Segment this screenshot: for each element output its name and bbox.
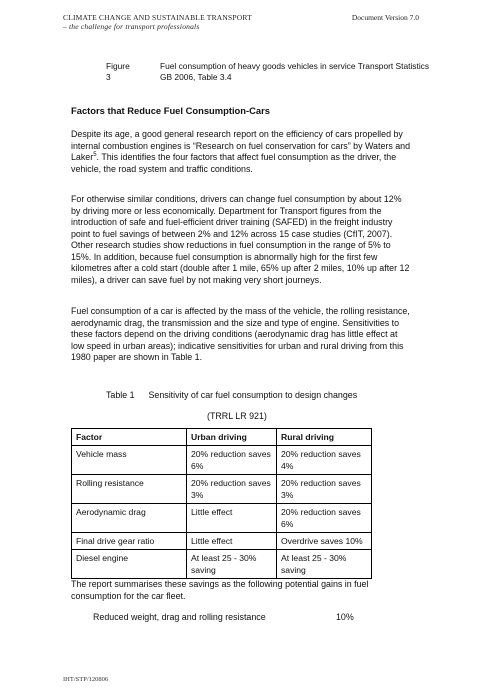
footer-code: IHT/STP/120806 <box>63 676 109 683</box>
paragraph-2: For otherwise similar conditions, drivers can change fuel consumption by about 12% by driving more or less economically. Department for Transport figures from the introduction of safe and fuel-efficient driver training (SAFED) in the freight industry point to fuel savings of between 2% and 12% across 15 case studies (CfIT, 2007). Other research studies show reductions in fuel consumption in the range of 5% to 15%. In addition, because fuel consumption is abnormally high for the first few kilometres after a cold start (double after 1 mile, 65% up after 2 miles, 10% up after 12 miles), a driver can save fuel by not making very short journeys. <box>71 194 410 285</box>
table-row <box>72 446 372 475</box>
paragraph-1 <box>71 129 411 175</box>
header-subtitle: – the challenge for transport professionals <box>63 22 200 31</box>
table-cell-rural: Overdrive saves 10% <box>277 533 372 550</box>
table-cell-urban: At least 25 - 30% saving <box>187 550 277 579</box>
figure-caption-text: Fuel consumption of heavy goods vehicles in service Transport Statistics GB 2006, Table 3.4 <box>160 61 430 82</box>
table-cell-rural: 20% reduction saves 4% <box>277 446 372 475</box>
table-header-row <box>72 429 372 446</box>
table-cell-urban: 20% reduction saves 3% <box>187 475 277 504</box>
table-cell-factor: Final drive gear ratio <box>72 533 187 550</box>
table-cell-factor: Rolling resistance <box>72 475 187 504</box>
figure-label: Figure 3 <box>106 61 130 82</box>
header-rural: Rural driving <box>277 429 372 446</box>
table-cell-urban: Little effect <box>187 504 277 533</box>
footnote-ref: 5 <box>93 152 97 159</box>
table-row <box>72 550 372 579</box>
gain-value: 10% <box>336 612 354 622</box>
summary-paragraph: The report summarises these savings as the following potential gains in fuel consumption for the car fleet. <box>71 579 369 601</box>
table-cell-factor: Aerodynamic drag <box>72 504 187 533</box>
table-cell-urban: 20% reduction saves 6% <box>187 446 277 475</box>
running-header <box>63 13 252 31</box>
table-cell-urban: Little effect <box>187 533 277 550</box>
paragraph-1-text-b: . This identifies the four factors that affect fuel consumption as the driver, the vehicle, the road system and traffic conditions. <box>71 152 397 174</box>
section-heading: Factors that Reduce Fuel Consumption-Cars <box>71 105 270 116</box>
sensitivity-table <box>71 428 372 579</box>
document-version: Document Version 7.0 <box>351 13 419 22</box>
table-row <box>72 504 372 533</box>
paragraph-3: Fuel consumption of a car is affected by the mass of the vehicle, the rolling resistance, aerodynamic drag, the transmission and the size and type of engine. Sensitivities to these factors depend on the driving conditions (aerodynamic drag has little effect at low speed in urban areas); indicative sensitivities for urban and rural driving from this 1980 paper are shown in Table 1. <box>71 306 410 362</box>
header-factor: Factor <box>72 429 187 446</box>
paragraph-1-text-a: Despite its age, a good general research report on the efficiency of cars propelled by internal combustion engines is “Research on fuel conservation for cars” by Waters and Laker <box>71 129 411 162</box>
table-label: Table 1 <box>106 390 135 400</box>
table-cell-factor: Diesel engine <box>72 550 187 579</box>
table-cell-rural: 20% reduction saves 6% <box>277 504 372 533</box>
table-cell-rural: 20% reduction saves 3% <box>277 475 372 504</box>
table-row <box>72 533 372 550</box>
table-caption <box>106 390 357 400</box>
header-urban: Urban driving <box>187 429 277 446</box>
table-source: (TRRL LR 921) <box>207 411 267 421</box>
table-caption-text: Sensitivity of car fuel consumption to design changes <box>148 390 358 400</box>
table-row <box>72 475 372 504</box>
table-cell-rural: At least 25 - 30% saving <box>277 550 372 579</box>
table-cell-factor: Vehicle mass <box>72 446 187 475</box>
gain-label: Reduced weight, drag and rolling resistance <box>93 612 266 622</box>
header-title: CLIMATE CHANGE AND SUSTAINABLE TRANSPORT <box>63 13 252 22</box>
